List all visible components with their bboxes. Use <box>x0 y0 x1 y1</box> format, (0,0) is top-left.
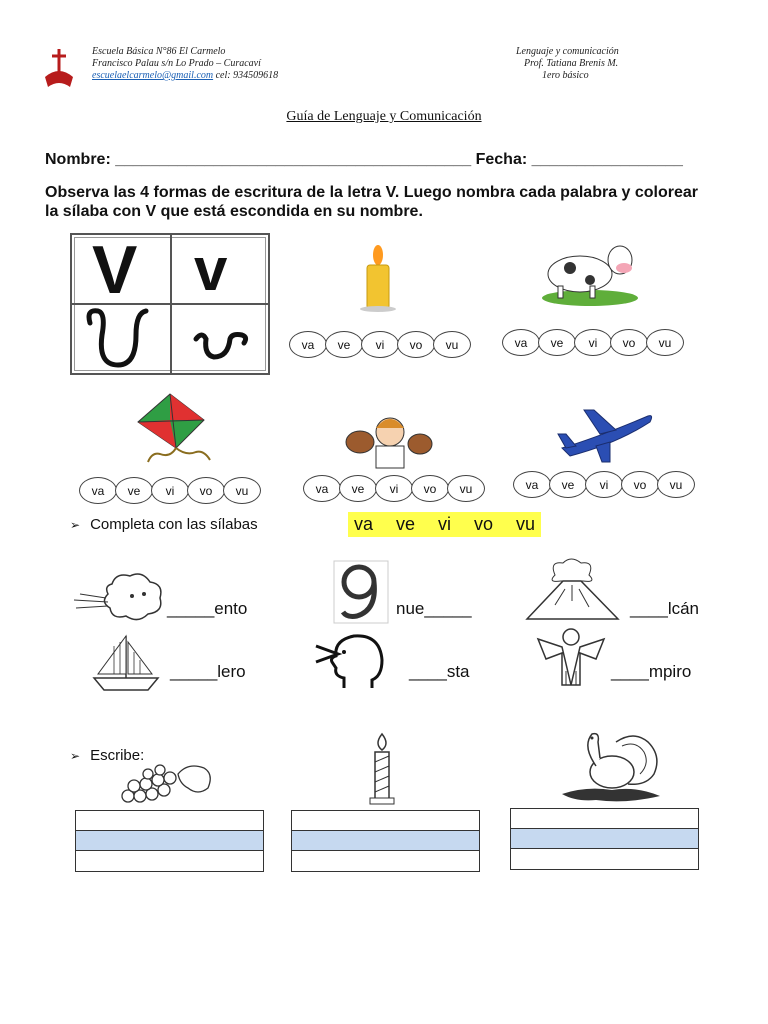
letter-v-lower: v <box>194 236 228 303</box>
write-lines-candle[interactable] <box>291 810 480 872</box>
school-logo <box>42 47 76 89</box>
name-date-line: Nombre: ________________________________________ Fecha: _________________ <box>45 151 683 168</box>
airplane-icon <box>556 408 656 469</box>
syllable-option[interactable]: va <box>303 475 341 502</box>
vet-icon <box>340 408 440 475</box>
syllable-row-cow <box>502 329 682 356</box>
syllable-option[interactable]: vi <box>585 471 623 498</box>
wind-word: _____ento <box>167 599 248 618</box>
sight-word: ____sta <box>409 662 470 681</box>
grade-label: 1ero básico <box>542 70 589 81</box>
course-info <box>516 46 619 82</box>
letter-v-cursive-lower <box>192 325 252 370</box>
syllable-option[interactable]: ve <box>549 471 587 498</box>
syllable-option[interactable]: vu <box>223 477 261 504</box>
sight-icon <box>314 632 386 695</box>
bottom-line <box>511 849 698 869</box>
teacher-label: Prof. Tatiana Brenis M. <box>524 58 619 69</box>
syllable-option[interactable]: vo <box>397 331 435 358</box>
syllable-option[interactable]: ve <box>339 475 377 502</box>
school-phone: cel: 934509618 <box>213 70 279 81</box>
subject-label: Lenguaje y comunicación <box>516 46 619 57</box>
syllable-option[interactable]: vi <box>574 329 612 356</box>
vampire-word: ____mpiro <box>611 662 692 681</box>
letter-v-cursive-upper <box>84 305 154 376</box>
middle-line <box>511 829 698 849</box>
syllables-highlight: va ve vi vo vu <box>348 512 541 537</box>
write-lines-turkey[interactable] <box>510 808 699 870</box>
syllable-row-airplane <box>513 471 693 498</box>
school-name: Escuela Básica N°86 El Carmelo <box>92 46 226 57</box>
syllable-option[interactable]: vi <box>375 475 413 502</box>
middle-line <box>76 831 263 851</box>
syllable-option[interactable]: va <box>289 331 327 358</box>
page-title: Guía de Lenguaje y Comunicación <box>286 109 482 124</box>
bullet-arrow-icon: ➢ <box>70 748 81 763</box>
syllable-option[interactable]: va <box>502 329 540 356</box>
syllable-row-candle <box>289 331 469 358</box>
wind-icon <box>72 568 167 633</box>
syllable-option[interactable]: va <box>79 477 117 504</box>
middle-line <box>292 831 479 851</box>
volcano-word: ____lcán <box>630 599 700 618</box>
grapes-icon <box>118 760 216 811</box>
syllable-option[interactable]: vo <box>411 475 449 502</box>
top-line <box>511 809 698 829</box>
kite-icon <box>130 392 220 477</box>
syllable-option[interactable]: vu <box>447 475 485 502</box>
turkey-icon <box>556 728 666 813</box>
nine-icon <box>333 560 389 629</box>
syllable-option[interactable]: vo <box>187 477 225 504</box>
write-label: Escribe: <box>90 747 145 764</box>
syllable-option[interactable]: vi <box>151 477 189 504</box>
bottom-line <box>292 851 479 871</box>
letter-forms-grid <box>70 233 270 375</box>
syllable-option[interactable]: ve <box>115 477 153 504</box>
syllable-option[interactable]: ve <box>538 329 576 356</box>
syllable-option[interactable]: va <box>513 471 551 498</box>
syllable-option[interactable]: vu <box>657 471 695 498</box>
sailboat-word: _____lero <box>170 662 246 681</box>
syllable-option[interactable]: vo <box>621 471 659 498</box>
letter-v-upper: V <box>92 232 138 308</box>
syllable-option[interactable]: vi <box>361 331 399 358</box>
cow-icon <box>540 238 640 313</box>
write-lines-grapes[interactable] <box>75 810 264 872</box>
candle-icon <box>358 243 398 318</box>
volcano-icon <box>525 555 620 626</box>
vampire-icon <box>536 625 606 692</box>
top-line <box>292 811 479 831</box>
sailboat-icon <box>90 632 162 697</box>
syllable-row-vet <box>303 475 483 502</box>
syllable-option[interactable]: vo <box>610 329 648 356</box>
complete-label: Completa con las sílabas <box>90 516 258 533</box>
school-email-link[interactable]: escuelaelcarmelo@gmail.com <box>92 70 214 81</box>
syllable-option[interactable]: ve <box>325 331 363 358</box>
birthday-candle-icon <box>366 732 398 811</box>
syllable-option[interactable]: vu <box>433 331 471 358</box>
school-address: Francisco Palau s/n Lo Prado – Curacaví <box>92 58 261 69</box>
syllable-option[interactable]: vu <box>646 329 684 356</box>
school-info <box>92 46 278 82</box>
bullet-arrow-icon: ➢ <box>70 517 81 532</box>
instructions: Observa las 4 formas de escritura de la letra V. Luego nombra cada palabra y colorear la sílaba con V que está escondida en su nombre. <box>45 184 699 220</box>
bottom-line <box>76 851 263 871</box>
top-line <box>76 811 263 831</box>
complete-heading <box>70 516 258 533</box>
syllable-row-kite <box>79 477 259 504</box>
nine-word: nue_____ <box>396 599 472 618</box>
